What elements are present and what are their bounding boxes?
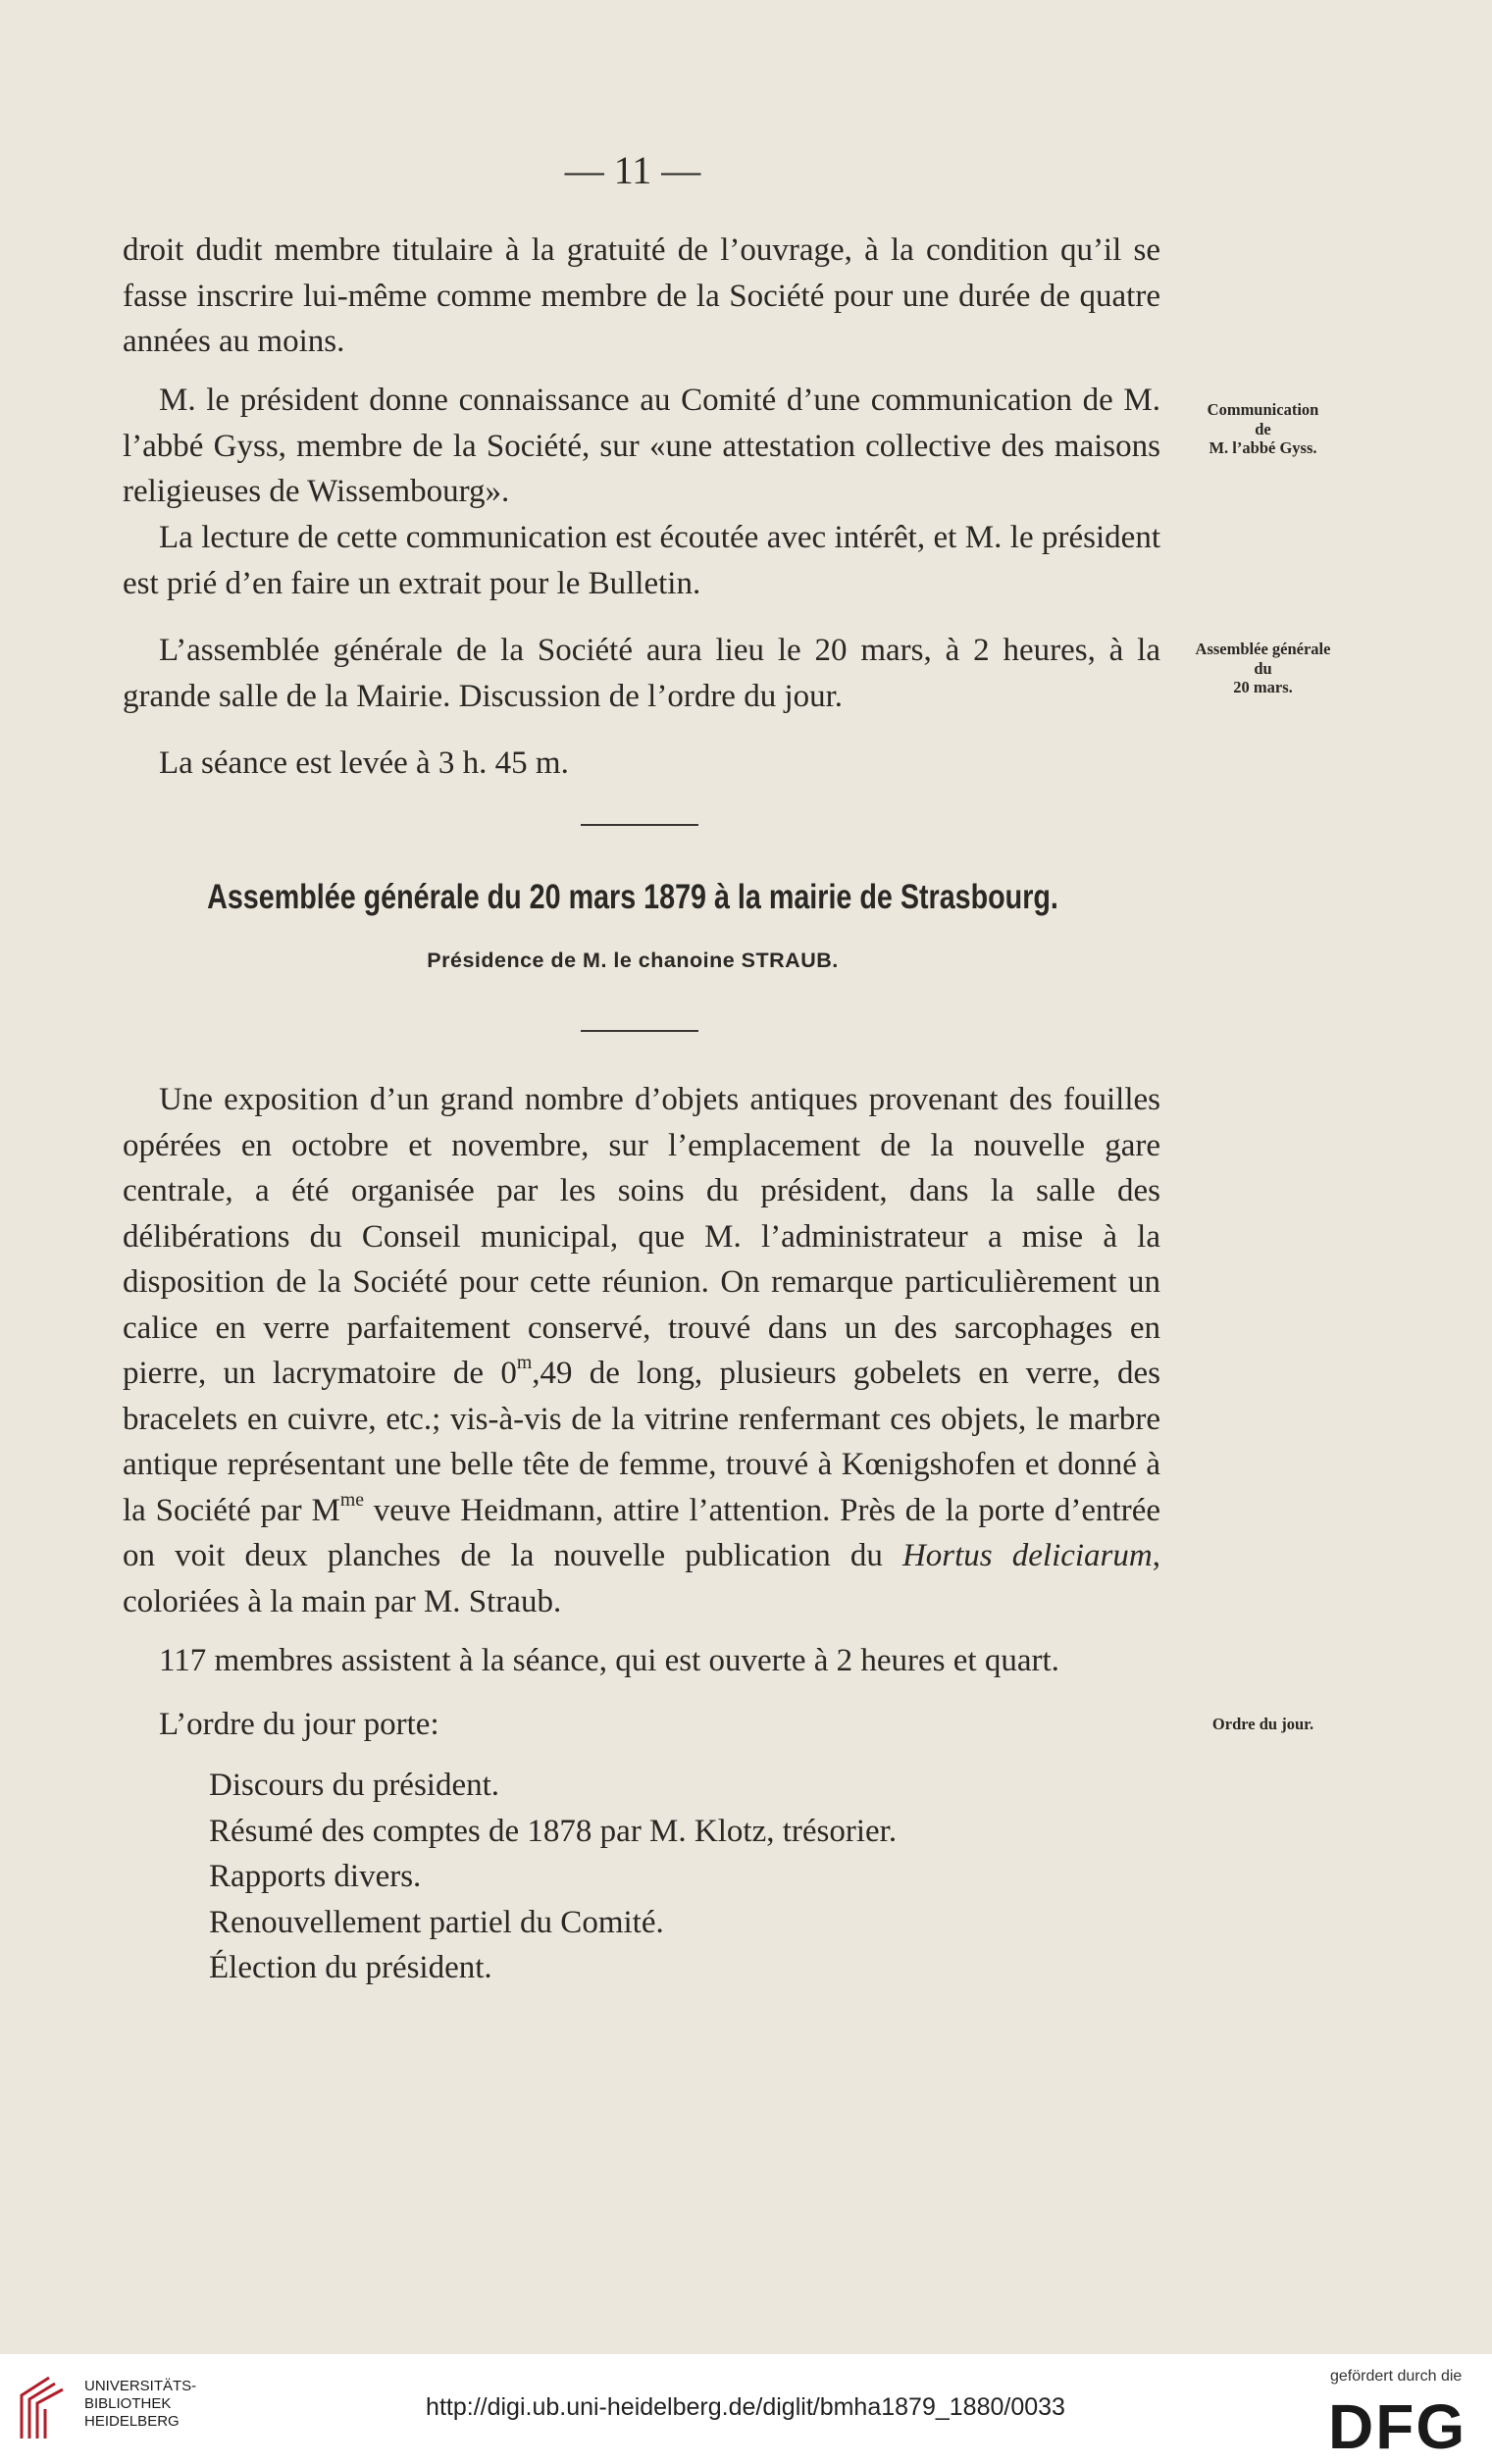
margin-note: Communication de M. l’abbé Gyss. [1207,400,1319,457]
paragraph-text: droit dudit membre titulaire à la gratuité de l’ouvrage, à la condition qu’il se fasse inscrire lui-même comme membre de la Société pour une durée de quatre années au moins. [123,232,1160,359]
paragraph-text: M. le président donne connaissance au Comité d’une communication de M. l’abbé Gyss, membre de la Société, sur «une attestation collective des maisons religieuses de Wissembourg». [123,383,1160,509]
agenda-item: Élection du président. [209,1950,492,1985]
section-heading: Assemblée générale du 20 mars 1879 à la mairie de Strasbourg. [207,878,1058,916]
paragraph-text: 117 membres assistent à la séance, qui est ouverte à 2 heures et quart. [159,1643,1059,1678]
paragraph [123,628,1160,719]
section-divider [581,824,698,826]
paragraph [123,1077,1160,1624]
library-logo-icon [14,2374,71,2442]
agenda-list [209,1763,897,1991]
page-number: — 11 — [564,148,701,192]
paragraph [123,741,1160,787]
margin-note: Ordre du jour. [1211,1715,1314,1733]
paragraph [123,1702,1160,1748]
source-url[interactable]: http://digi.ub.uni-heidelberg.de/diglit/bmha1879_1880/0033 [426,2393,1065,2421]
agenda-item: Rapports divers. [209,1859,422,1894]
dfg-logo-icon [1324,2389,1483,2454]
margin-note: Assemblée générale du 20 mars. [1195,640,1331,696]
paragraph [123,1638,1160,1684]
svg-text:DFG: DFG [1328,2391,1467,2454]
paragraph-text: La lecture de cette communication est écoutée avec intérêt, et M. le président est prié d’en faire un extrait pour le Bulletin. [123,520,1160,601]
paragraph-text: L’ordre du jour porte: [159,1707,439,1742]
paragraph-text: Une exposition d’un grand nombre d’objets antiques provenant des fouilles opérées en octobre et novembre, sur l’emplacement de la nouvelle gare centrale, a été organisée par les soins du président, dans la salle des délibérations du Conseil municipal, que M. l’administrateur a mise à la disposition de la Société pour cette réunion. On remarque particulièrement un calice en verre parfaitement conservé, trouvé dans un des sarcophages en pierre, un lacrymatoire de 0$^m$,49 de long, plusieurs gobelets en verre, des bracelets en cuivre, etc.; vis-à-vis de la vitrine renfermant ces objets, le marbre antique représentant une belle tête de femme, trouvé à Kœnigshofen et donné à la Société par $M^{me}$ veuve Heidmann, attire l’attention. Près de la porte d’entrée on voit deux planches de la nouvelle publication du Hortus deliciarum, coloriées à la main par M. Straub. [123,1082,1161,1619]
agenda-item: Renouvellement partiel du Comité. [209,1904,664,1940]
paragraph [123,515,1160,606]
section-subheading: Présidence de M. le chanoine STRAUB. [427,949,839,972]
funded-by-label: gefördert durch die [1330,2368,1463,2385]
paragraph [123,378,1160,515]
agenda-item: Résumé des comptes de 1878 par M. Klotz, trésorier. [209,1813,898,1849]
agenda-item: Discours du président. [209,1768,500,1803]
paragraph-text: L’assemblée générale de la Société aura lieu le 20 mars, à 2 heures, à la grande salle de la Mairie. Discussion de l’ordre du jour. [123,633,1160,714]
section-divider [581,1030,698,1032]
paragraph [123,228,1160,365]
library-name: UNIVERSITÄTS- BIBLIOTHEK HEIDELBERG [84,2378,197,2430]
italic-title: Hortus deliciarum [901,1538,1153,1573]
paragraph-text: La séance est levée à 3 h. 45 m. [159,745,569,781]
